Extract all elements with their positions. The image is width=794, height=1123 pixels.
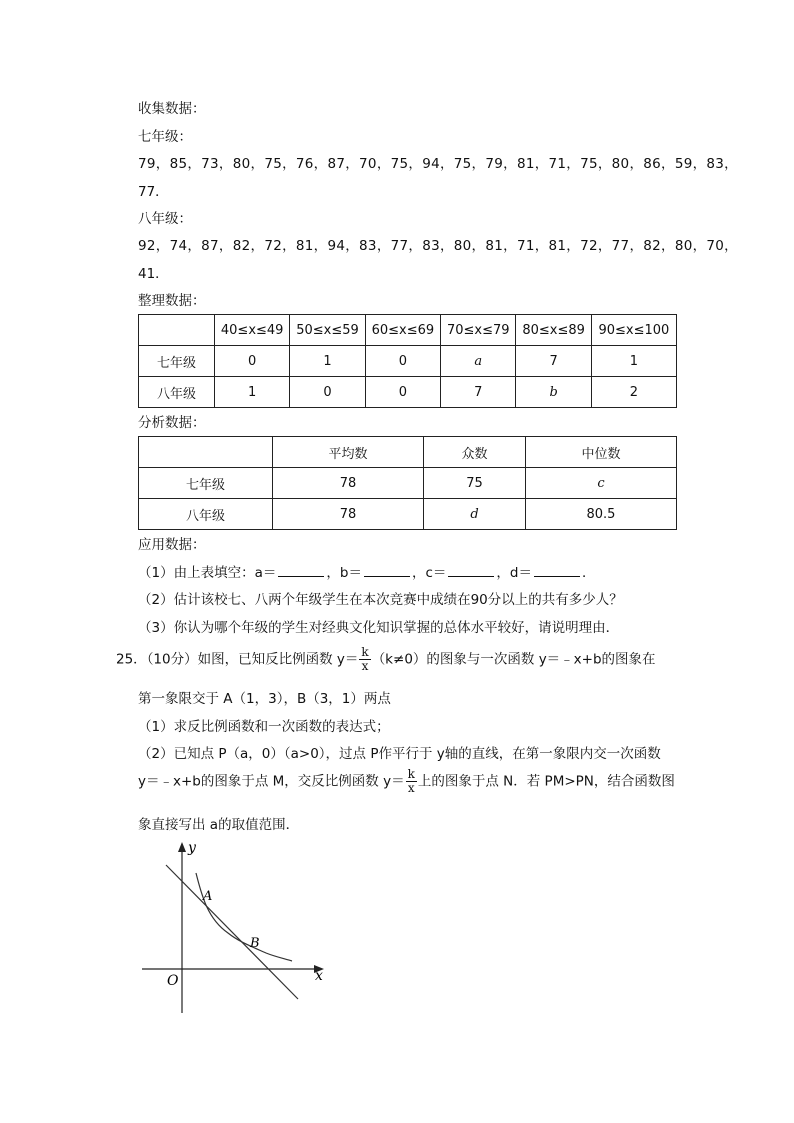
table-row (139, 377, 677, 408)
table-cell: 7 (441, 377, 516, 408)
apply-question-3: （3）你认为哪个年级的学生对经典文化知识掌握的总体水平较好，请说明理由． (138, 620, 620, 636)
blank-a (278, 565, 324, 577)
q1-d-label: ，d＝ (496, 565, 532, 581)
x-axis-label: x (315, 968, 323, 984)
table-cell: 八年级 (139, 499, 273, 530)
table-cell: 0 (365, 346, 440, 377)
statistics-table (138, 436, 677, 530)
blank-d (534, 565, 580, 577)
analyze-heading: 分析数据： (138, 415, 206, 431)
table-cell: 40≤x≤49 (215, 315, 290, 346)
table-cell (139, 437, 273, 468)
origin-label: O (167, 973, 179, 989)
grade8-data-line1: 92，74，87，82，72，81，94，83，77，83，80，81，71，81，72，77，82，80，70， (138, 238, 738, 254)
fraction-numerator: k (361, 645, 369, 659)
problem-25-q1: （1）求反比例函数和一次函数的表达式； (138, 719, 390, 735)
table-cell: 七年级 (139, 468, 273, 499)
y-axis-label: y (188, 840, 196, 856)
grade7-label: 七年级： (138, 129, 192, 145)
table-cell: 0 (215, 346, 290, 377)
table-cell: 1 (591, 346, 676, 377)
table-cell: 八年级 (139, 377, 215, 408)
point-b-label: B (250, 936, 260, 951)
q1-c-label: ，c＝ (411, 565, 447, 581)
y-axis-arrow (178, 842, 186, 852)
apply-heading: 应用数据： (138, 537, 206, 553)
function-graph-figure (130, 835, 340, 1020)
q2-text-b: 上的图象于点 N．若 PM>PN，结合函数图 (417, 773, 675, 790)
linear-function-line (166, 865, 298, 999)
q1-end: ． (581, 565, 596, 581)
table-cell: b (516, 377, 591, 408)
grade8-label: 八年级： (138, 211, 192, 227)
fraction-denominator: x (407, 781, 415, 795)
problem-25-q2-line2 (138, 768, 675, 795)
problem-25-line2: 第一象限交于 A（1，3），B（3，1）两点 (138, 691, 391, 707)
table-cell: 75 (424, 468, 526, 499)
table-cell: 平均数 (273, 437, 424, 468)
q1-prefix: （1）由上表填空： (138, 565, 255, 581)
table-cell: 78 (273, 499, 424, 530)
q1-a-label: a＝ (254, 565, 277, 581)
table-cell: c (525, 468, 676, 499)
problem-25-line1 (116, 646, 656, 673)
fraction-k-over-x (359, 646, 370, 673)
table-cell: 7 (516, 346, 591, 377)
problem-number: 25． (116, 651, 147, 668)
table-cell: 中位数 (525, 437, 676, 468)
p25-text-a: （10分）如图，已知反比例函数 y＝ (146, 651, 359, 668)
table-cell: 90≤x≤100 (591, 315, 676, 346)
table-header-row (139, 437, 677, 468)
table-cell: a (441, 346, 516, 377)
table-cell: 60≤x≤69 (365, 315, 440, 346)
apply-question-2: （2）估计该校七、八两个年级学生在本次竞赛中成绩在90分以上的共有多少人？ (138, 592, 623, 608)
blank-c (448, 565, 494, 577)
grade7-data-line1: 79，85，73，80，75，76，87，70，75，94，75，79，81，71，75，80，86，59，83， (138, 156, 738, 172)
grade7-data-line2: 77． (138, 184, 169, 200)
fraction-k-over-x (406, 768, 417, 795)
table-cell: 2 (591, 377, 676, 408)
p25-text-b: （k≠0）的图象与一次函数 y＝﹣x+b的图象在 (371, 651, 656, 668)
problem-25-q2-line3: 象直接写出 a的取值范围． (138, 817, 300, 833)
table-cell: 0 (290, 377, 365, 408)
table-cell: 80≤x≤89 (516, 315, 591, 346)
table-cell: 0 (365, 377, 440, 408)
table-cell: 1 (290, 346, 365, 377)
problem-25-q2-line1: （2）已知点 P（a，0）（a>0），过点 P作平行于 y轴的直线，在第一象限内交一次函数 (138, 746, 661, 762)
table-cell: 70≤x≤79 (441, 315, 516, 346)
point-a-label: A (203, 889, 213, 904)
table-header-row (139, 315, 677, 346)
blank-b (364, 565, 410, 577)
table-row (139, 499, 677, 530)
table-cell: 七年级 (139, 346, 215, 377)
table-row (139, 468, 677, 499)
q1-b-label: ，b＝ (326, 565, 362, 581)
fraction-denominator: x (361, 659, 369, 673)
q2-text-a: y＝﹣x+b的图象于点 M，交反比例函数 y＝ (138, 773, 405, 790)
hyperbola-curve (196, 873, 292, 961)
apply-question-1 (138, 561, 595, 581)
grade8-data-line2: 41． (138, 266, 169, 282)
table-row (139, 346, 677, 377)
fraction-numerator: k (407, 767, 415, 781)
frequency-table (138, 314, 677, 408)
table-cell: 50≤x≤59 (290, 315, 365, 346)
organize-heading: 整理数据： (138, 293, 206, 309)
table-cell: 80.5 (525, 499, 676, 530)
table-cell: 众数 (424, 437, 526, 468)
table-cell: d (424, 499, 526, 530)
table-cell: 78 (273, 468, 424, 499)
table-cell (139, 315, 215, 346)
table-cell: 1 (215, 377, 290, 408)
collect-heading: 收集数据： (138, 101, 206, 117)
